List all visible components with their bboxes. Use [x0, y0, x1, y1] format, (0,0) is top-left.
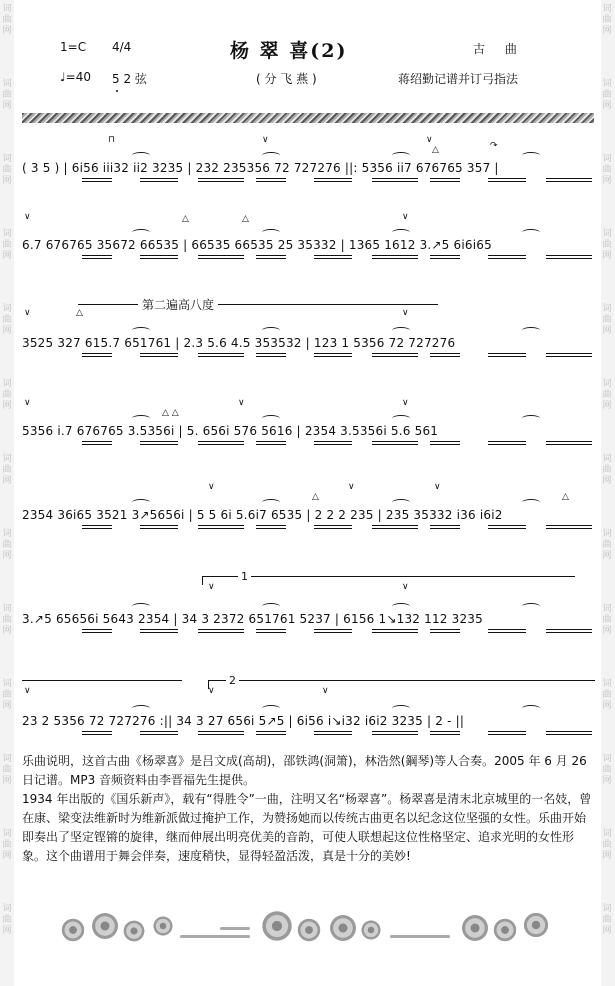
watermark-text: 词 曲 网	[2, 4, 12, 36]
notation-line: 3525 327 615.7 651761 | 2.3 5.6 4.5 353532 | 123 1 5356 72 727276	[22, 336, 456, 350]
watermark-text: 词 曲 网	[2, 304, 12, 336]
watermark-text: 词 曲 网	[602, 454, 612, 486]
volta-2-label: 2	[226, 674, 239, 687]
watermark-text: 词 曲 网	[602, 679, 612, 711]
watermark-text: 词 曲 网	[2, 229, 12, 261]
score-system-6: 1 ∨ ∨ 3.↗5 65656i 5643 2354 | 34 3 2372 651761 5237 | 6156 1↘132 112 3235	[22, 570, 594, 630]
watermark-text: 词 曲 网	[602, 529, 612, 561]
notation-line: 3.↗5 65656i 5643 2354 | 34 3 2372 651761 5237 | 6156 1↘132 112 3235	[22, 612, 483, 626]
watermark-text: 词 曲 网	[602, 379, 612, 411]
watermark-text: 词 曲 网	[602, 79, 612, 111]
watermark-text: 词 曲 网	[2, 904, 12, 936]
watermark-text: 词 曲 网	[2, 829, 12, 861]
score-system-1: ⊓ ∨ ∨ △ ↷ ( 3 5 ) | 6i56 iii32 ii2 3235 | 232 235356 72 727276 ||: 5356 ii7 676765 357 |	[22, 135, 594, 195]
watermark-text: 词 曲 网	[2, 604, 12, 636]
watermark-text: 词 曲 网	[2, 79, 12, 111]
song-description	[22, 752, 594, 866]
watermark-text: 词 曲 网	[2, 379, 12, 411]
watermark-text: 词 曲 网	[602, 229, 612, 261]
description-paragraph-1: 乐曲说明，这首古曲《杨翠喜》是吕文成(高胡)，邵铁鸿(洞箫)，林浩然(鋼琴)等人合奏。2005 年 6 月 26 日记谱。MP3 音频资料由李晋福先生提供。	[22, 754, 587, 787]
watermark-text: 词 曲 网	[602, 4, 612, 36]
watermark-text: 词 曲 网	[602, 304, 612, 336]
watermark-text: 词 曲 网	[602, 154, 612, 186]
key-signature: 1=C	[60, 40, 87, 54]
watermark-text: 词 曲 网	[602, 604, 612, 636]
notation-line: 23 2 5356 72 727276 :|| 34 3 27 656i 5↗5 | 6i56 i↘i32 i6i2 3235 | 2 - ||	[22, 714, 465, 728]
watermark-text: 词 曲 网	[2, 154, 12, 186]
score-system-4: ∨ ∨ ∨ △ △ 5356 i.7 676765 3.5356i | 5. 656i 576 5616 | 2354 3.5356i 5.6 561	[22, 398, 594, 458]
tuning-label: 5 2 弦	[112, 72, 147, 86]
song-subtitle: ( 分 飞 燕 )	[256, 72, 317, 86]
notation-line: 2354 36i65 3521 3↗5656i | 5 5 6i 5.6i7 6535 | 2 2 2 235 | 235 35332 i36 i6i2	[22, 508, 503, 522]
watermark-text: 词 曲 网	[602, 904, 612, 936]
genre-label: 古 曲	[473, 42, 525, 56]
score-system-7: 2 ∨ ∨ ∨ 23 2 5356 72 727276 :|| 34 3 27 656i 5↗5 | 6i56 i↘i32 i6i2 3235 | 2 - ||	[22, 672, 594, 732]
octave-annotation: 第二遍高八度	[138, 296, 218, 313]
score-system-3: 第二遍高八度 ∨ △ ∨ 3525 327 615.7 651761 | 2.3 5.6 4.5 353532 | 123 1 5356 72 727276	[22, 296, 594, 356]
watermark-text: 词 曲 网	[2, 454, 12, 486]
watermark-text: 词 曲 网	[2, 679, 12, 711]
score-system-5: ∨ ∨ △ ∨ △ 2354 36i65 3521 3↗5656i | 5 5 6i 5.6i7 6535 | 2 2 2 235 | 235 35332 i36 i6i2	[22, 482, 594, 542]
watermark-text: 词 曲 网	[602, 754, 612, 786]
tempo-mark: ♩=40	[60, 70, 91, 84]
decorative-divider	[22, 113, 594, 123]
decorative-flower-border	[60, 905, 560, 955]
watermark-text: 词 曲 网	[2, 754, 12, 786]
transcriber-credit: 蒋绍勤记谱并订弓指法	[398, 72, 519, 86]
description-paragraph-2: 1934 年出版的《国乐新声》，载有“得胜令”一曲，注明又名“杨翠喜”。杨翠喜是清末北京城里的一名妓，曾在康、梁变法维新时为维新派做过掩护工作，为赞扬她而以传统古曲更名以纪念这位坚强的女性。乐曲开始即奏出了坚定铿锵的旋律，继而伸展出明亮优美的音韵，可使人联想起这位性格坚定、追求光明的女性形象。这个曲谱用于舞会伴奏，速度稍快，显得轻盈活泼，真是十分的美妙!	[22, 792, 592, 863]
watermark-text: 词 曲 网	[602, 829, 612, 861]
notation-line: 5356 i.7 676765 3.5356i | 5. 656i 576 5616 | 2354 3.5356i 5.6 561	[22, 424, 439, 438]
notation-line: 6.7 676765 35672 66535 | 66535 66535 25 35332 | 1365 1612 3.↗5 6i6i65	[22, 238, 492, 252]
notation-line: ( 3 5 ) | 6i56 iii32 ii2 3235 | 232 235356 72 727276 ||: 5356 ii7 676765 357 |	[22, 161, 499, 175]
watermark-text: 词 曲 网	[2, 529, 12, 561]
time-signature: 4/4	[112, 40, 132, 54]
score-system-2: ∨ ∨ △ △ 6.7 676765 35672 66535 | 66535 66535 25 35332 | 1365 1612 3.↗5 6i6i65	[22, 212, 594, 272]
song-title: 杨 翠 喜(2)	[230, 40, 348, 62]
volta-1-label: 1	[238, 570, 251, 583]
